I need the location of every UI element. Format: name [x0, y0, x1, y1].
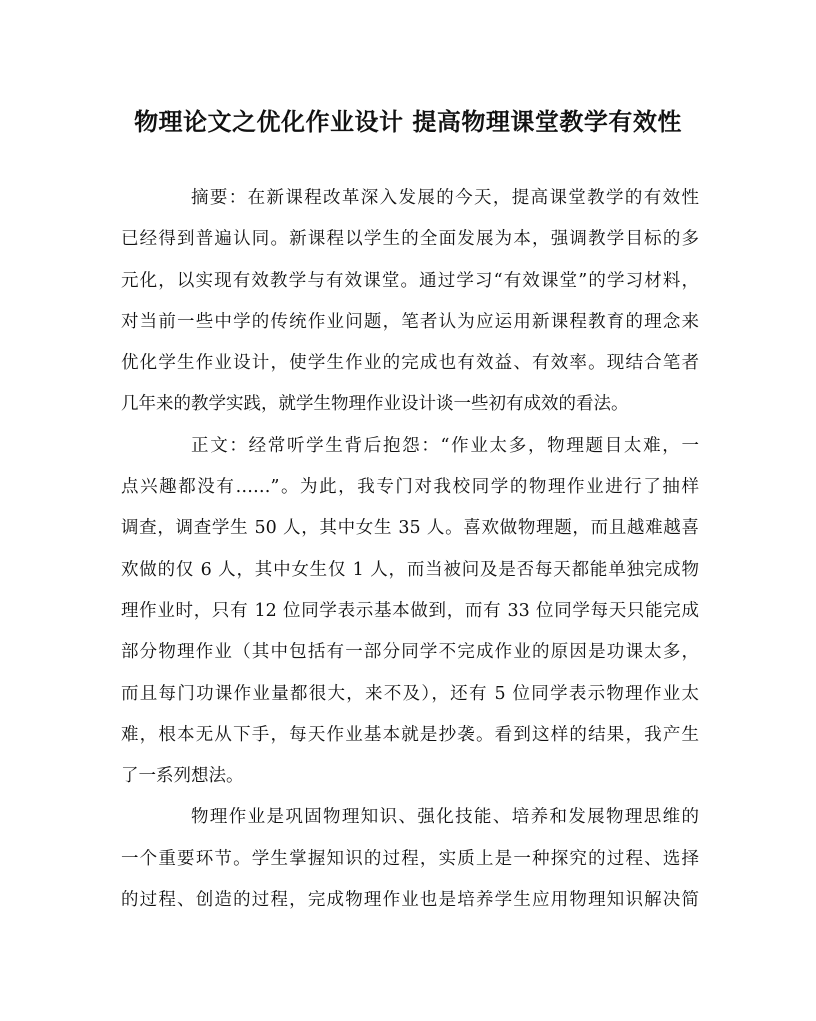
text-line: 的过程、创造的过程，完成物理作业也是培养学生应用物理知识解决简	[121, 890, 699, 911]
text-line: 欢做的仅 6 人，其中女生仅 1 人，而当被问及是否每天都能单独完成物	[121, 559, 699, 580]
text-line: 理作业时，只有 12 位同学表示基本做到，而有 33 位同学每天只能完成	[121, 600, 699, 621]
text-line: 摘要：在新课程改革深入发展的今天，提高课堂教学的有效性	[191, 188, 699, 208]
text-line: 几年来的教学实践，就学生物理作业设计谈一些初有成效的看法。	[121, 394, 629, 415]
text-line: 调查，调查学生 50 人，其中女生 35 人。喜欢做物理题，而且越难越喜	[121, 518, 699, 539]
text-line: 正文：经常听学生背后抱怨：“作业太多，物理题目太难，一	[191, 435, 699, 456]
text-line: 一个重要环节。学生掌握知识的过程，实质上是一种探究的过程、选择	[121, 848, 699, 869]
page-title: 物理论文之优化作业设计 提高物理课堂教学有效性	[134, 107, 682, 136]
text-line: 难，根本无从下手，每天作业基本就是抄袭。看到这样的结果，我产生	[121, 724, 699, 745]
text-line: 点兴趣都没有……”。为此，我专门对我校同学的物理作业进行了抽样	[121, 477, 699, 498]
document-body	[121, 178, 699, 921]
text-line: 而且每门功课作业量都很大，来不及），还有 5 位同学表示物理作业太	[121, 683, 699, 704]
abstract-paragraph	[121, 178, 699, 426]
text-line: 了一系列想法。	[121, 766, 244, 787]
text-line: 部分物理作业（其中包括有一部分同学不完成作业的原因是功课太多，	[121, 642, 699, 663]
text-line: 元化，以实现有效教学与有效课堂。通过学习“有效课堂”的学习材料，	[121, 270, 699, 291]
text-line: 物理作业是巩固物理知识、强化技能、培养和发展物理思维的	[191, 807, 699, 828]
text-line: 对当前一些中学的传统作业问题，笔者认为应运用新课程教育的理念来	[121, 311, 699, 332]
text-line: 已经得到普遍认同。新课程以学生的全面发展为本，强调教学目标的多	[121, 229, 699, 250]
body-paragraph	[121, 426, 699, 798]
text-line: 优化学生作业设计，使学生作业的完成也有效益、有效率。现结合笔者	[121, 353, 699, 374]
body-paragraph	[121, 797, 699, 921]
